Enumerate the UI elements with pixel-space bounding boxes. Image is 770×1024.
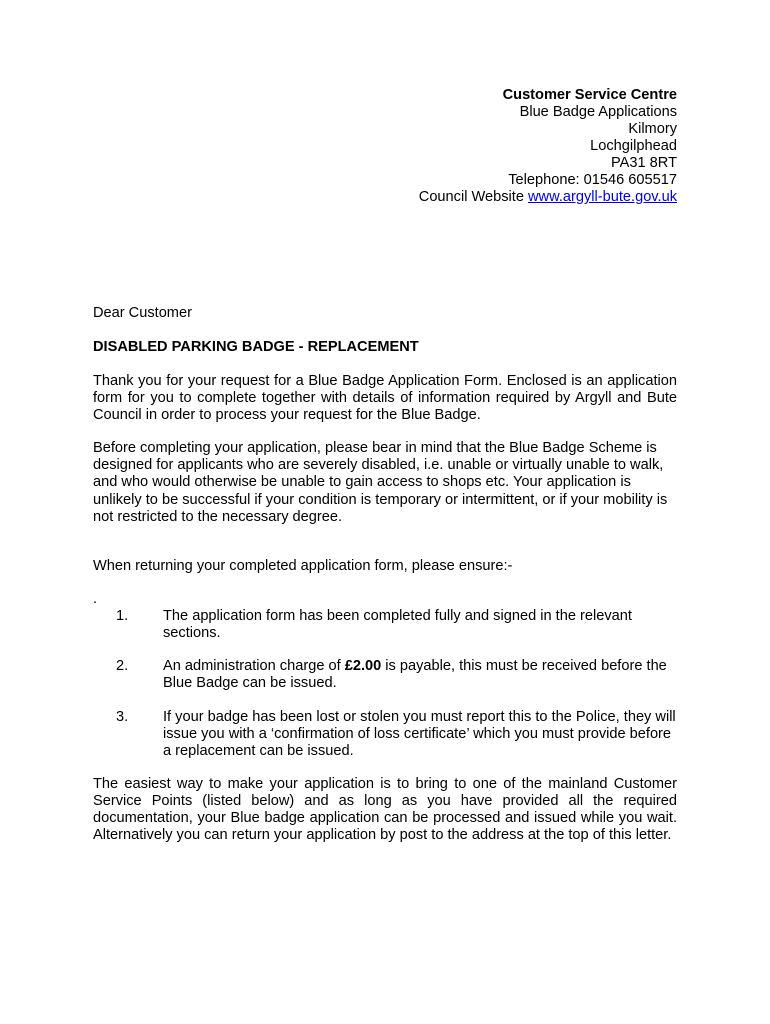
sender-address-block: [419, 87, 677, 206]
address-postcode: PA31 8RT: [611, 155, 677, 171]
telephone-number: Telephone: 01546 605517: [508, 172, 677, 188]
website-link[interactable]: www.argyll-bute.gov.uk: [528, 189, 677, 205]
letter-subject: DISABLED PARKING BADGE - REPLACEMENT: [93, 339, 419, 355]
paragraph-checklist-intro: When returning your completed application form, please ensure:-: [93, 558, 513, 574]
list-number: 3.: [116, 709, 129, 725]
website-label: Council Website: [418, 189, 529, 205]
list-number: 2.: [116, 658, 129, 674]
paragraph-eligibility: Before completing your application, please bear in mind that the Blue Badge Scheme is designed for applicants who are severely disabled, i.e. unable or virtually unable to walk, and who would otherwise be unable to gain access to shops etc. Your application is unlikely to be successful if your condition is temporary or intermittent, or if your mobility is not restricted to the necessary degree.: [93, 440, 668, 525]
list-text: [163, 658, 677, 692]
list-text: If your badge has been lost or stolen you must report this to the Police, they will issue you with a ‘confirmation of loss certificate’ which you must provide before a replacement can be issued.: [163, 709, 676, 759]
paragraph-how-to-apply: The easiest way to make your application is to bring to one of the mainland Customer Service Points (listed below) and as long as you have provided all the required documentation, your Blue badge application can be processed and issued while you wait. Alternatively you can return your application by post to the address at the top of this letter.: [93, 776, 677, 843]
address-town: Lochgilphead: [590, 138, 677, 154]
list-text-part: An administration charge of: [163, 658, 345, 674]
salutation: Dear Customer: [93, 305, 192, 321]
list-text: The application form has been completed fully and signed in the relevant sections.: [163, 608, 632, 641]
list-number: 1.: [116, 608, 129, 624]
department-name: Blue Badge Applications: [519, 104, 677, 120]
stray-dot: .: [93, 591, 98, 607]
website-line: [419, 189, 677, 206]
paragraph-intro: Thank you for your request for a Blue Badge Application Form. Enclosed is an application form for you to complete together with details of information required by Argyll and Bute Council in order to process your request for the Blue Badge.: [93, 373, 677, 423]
list-text-part: is payable, this must be received before the Blue Badge can be issued.: [163, 658, 667, 691]
centre-name: Customer Service Centre: [502, 87, 677, 103]
address-locality: Kilmory: [628, 121, 677, 137]
charge-amount: £2.00: [344, 658, 382, 674]
